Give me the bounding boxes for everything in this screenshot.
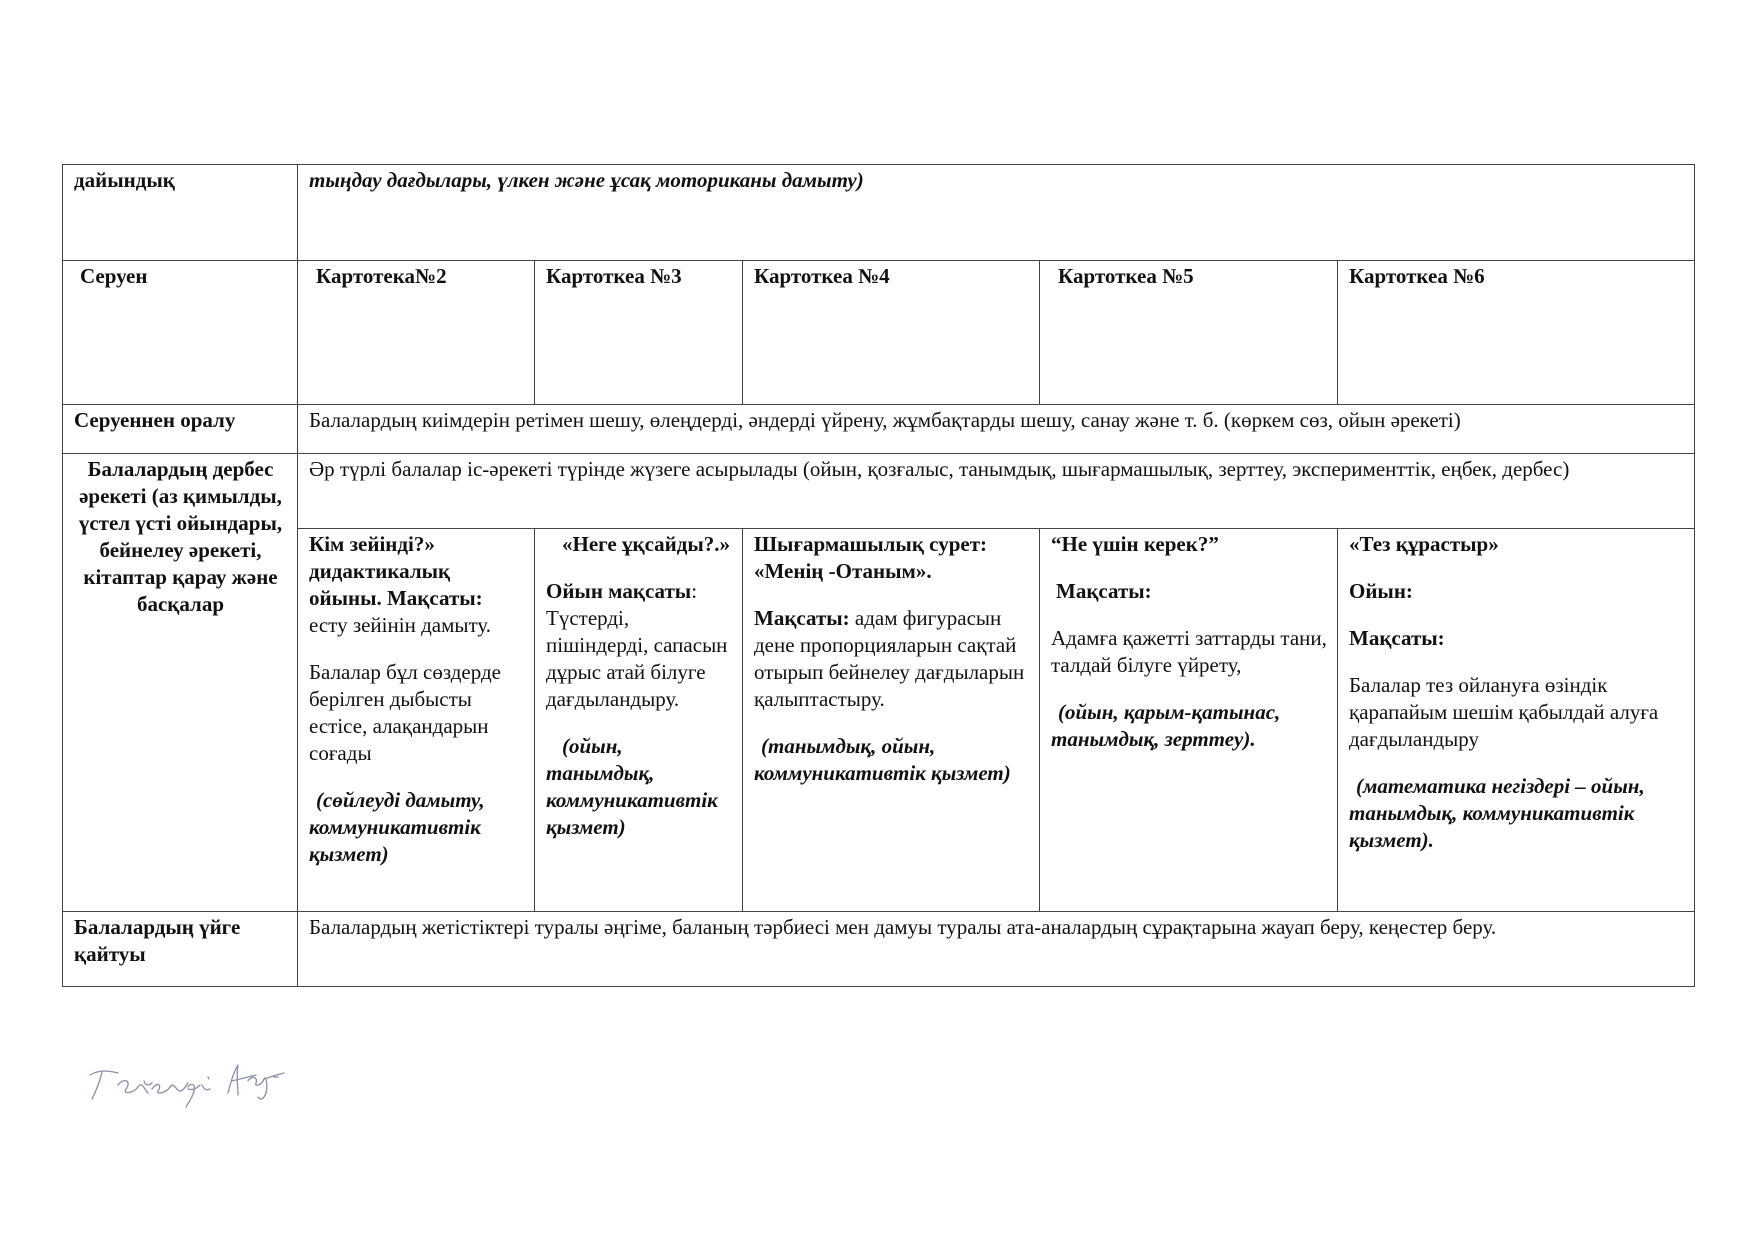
activity-5-tag: (математика негіздері – ойын, танымдық, коммуникативтік қызмет). [1349, 774, 1645, 852]
activity-2-goal-label: Ойын мақсаты [546, 579, 692, 603]
activity-3-tag: (танымдық, ойын, коммуникативтік қызмет) [754, 734, 1011, 785]
activity-5-goal-label: Мақсаты: [1349, 626, 1445, 650]
walk-card-3: Картоткеа №3 [535, 261, 743, 405]
activity-4-title: “Не үшін керек?” [1051, 532, 1219, 556]
preparation-text: тыңдау дағдылары, үлкен және ұсақ моториканы дамыту) [298, 165, 1695, 261]
schedule-table [62, 164, 1695, 987]
activity-cell-5 [1338, 529, 1695, 912]
home-text: Балалардың жетістіктері туралы әңгіме, баланың тәрбиесі мен дамуы туралы ата-аналардың сұрақтарына жауап беру, кеңестер беру. [298, 912, 1695, 987]
row-home [63, 912, 1695, 987]
activity-4-goal-label: Мақсаты: [1056, 579, 1152, 603]
row-label-preparation: дайындық [63, 165, 298, 261]
activity-2-title: «Неге ұқсайды?.» [562, 532, 731, 556]
activity-3-title: Шығармашылық сурет: «Менің -Отаным». [754, 532, 988, 583]
activity-4-text: Адамға қажетті заттарды тани, талдай білуге үйрету, [1051, 626, 1327, 677]
row-label-independent: Балалардың дербес әрекеті (аз қимылды, үстел үсті ойындары, бейнелеу әрекеті, кітаптар қарау және басқалар [63, 454, 298, 912]
walk-card-5: Картоткеа №5 [1040, 261, 1338, 405]
row-preparation [63, 165, 1695, 261]
activity-2-tag: (ойын, танымдық, коммуникативтік қызмет) [546, 734, 718, 839]
row-walk [63, 261, 1695, 405]
activity-1-text: Балалар бұл сөздерде берілген дыбысты естісе, алақандарын соғады [309, 660, 501, 765]
independent-intro: Әр түрлі балалар іс-әрекеті түрінде жүзеге асырылады (ойын, қозғалыс, танымдық, шығармашылық, зерттеу, эксперименттік, еңбек, дербес) [298, 454, 1695, 529]
row-return [63, 405, 1695, 454]
row-label-walk: Серуен [63, 261, 298, 405]
activity-2-goal: : Түстерді, пішіндерді, сапасын дұрыс атай білуге дағдыландыру. [546, 579, 728, 711]
activity-4-tag: (ойын, қарым-қатынас, танымдық, зерттеу). [1051, 700, 1281, 751]
activity-5-game-label: Ойын: [1349, 579, 1413, 603]
activity-5-text: Балалар тез ойлануға өзіндік қарапайым шешім қабылдай алуға дағдыландыру [1349, 673, 1659, 751]
return-text: Балалардың киімдерін ретімен шешу, өлеңдерді, әндерді үйрену, жұмбақтарды шешу, санау және т. б. (көркем сөз, ойын әрекеті) [298, 405, 1695, 454]
walk-card-2: Картотека№2 [298, 261, 535, 405]
signature-handwriting-icon [88, 1055, 288, 1115]
activity-cell-4 [1040, 529, 1338, 912]
activity-cell-2 [535, 529, 743, 912]
row-independent [63, 454, 1695, 529]
activity-cell-3 [743, 529, 1040, 912]
activity-1-tag: (сөйлеуді дамыту, коммуникативтік қызмет) [309, 788, 485, 866]
signature [88, 1055, 288, 1115]
activity-cell-1 [298, 529, 535, 912]
activity-3-goal-label: Мақсаты: [754, 606, 850, 630]
walk-card-6: Картоткеа №6 [1338, 261, 1695, 405]
row-label-return: Серуеннен оралу [63, 405, 298, 454]
activity-3-goal: адам фигурасын дене пропорцияларын сақтай отырып бейнелеу дағдыларын қалыптастыру. [754, 606, 1025, 711]
row-label-home: Балалардың үйге қайтуы [63, 912, 298, 987]
activity-1-title: Кім зейінді?» дидактикалық ойыны. Мақсаты: [309, 532, 483, 610]
activity-1-goal: есту зейінін дамыту. [309, 613, 492, 637]
walk-card-4: Картоткеа №4 [743, 261, 1040, 405]
activity-5-title: «Тез құрастыр» [1349, 532, 1499, 556]
row-activities [63, 529, 1695, 912]
